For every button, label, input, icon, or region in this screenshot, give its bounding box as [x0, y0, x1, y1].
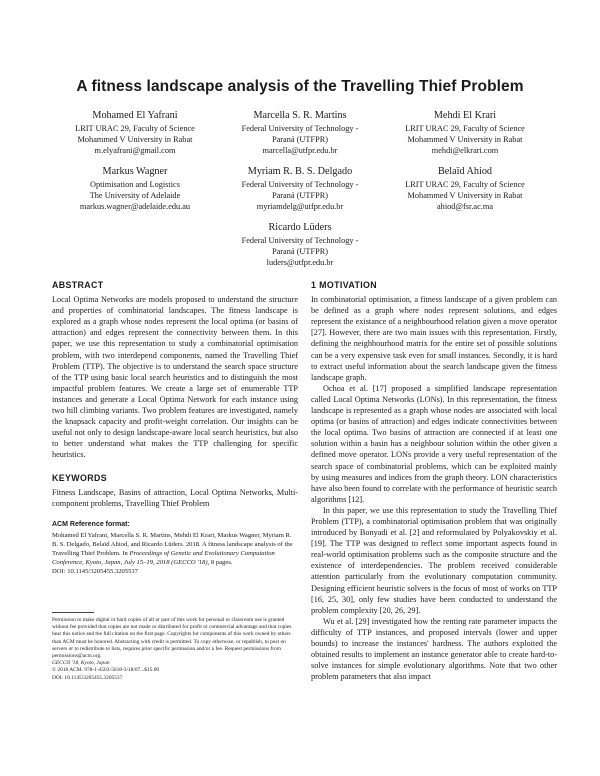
author-affiliation: Mohammed V University in Rabat: [407, 135, 523, 144]
author-affiliation: Paraná (UTFPR): [272, 247, 328, 256]
author-affiliation: Federal University of Technology -: [241, 180, 359, 189]
acm-reference: [52, 519, 298, 577]
paragraph: Wu et al. [29] investigated how the renting rate parameter impacts the difficulty of TTP instances, and proposed intervals (lower and upper bounds) to increase the instances' hardness. The authors exploited the obtained results to implement an instance generator able to create hard-to-solve instances for simple evolutionary algorithms. Note that two other problem parameters that also impact: [311, 616, 557, 682]
right-column: [311, 280, 557, 682]
author-block: [205, 221, 395, 268]
footnote-rule: [52, 612, 94, 613]
keywords-text: Fitness Landscape, Basins of attraction, Local Optima Networks, Multi-component problems, Travelling Thief Problem: [52, 487, 298, 508]
author-affiliation: Federal University of Technology -: [241, 236, 359, 245]
author-email: myriamdelg@utfpr.edu.br: [256, 202, 344, 211]
author-affiliation: Mohammed V University in Rabat: [77, 135, 193, 144]
author-affiliation: Mohammed V University in Rabat: [407, 191, 523, 200]
copyright-line: © 2018 ACM. 978-1-4503-5618-3/18/07...$15.00: [52, 667, 160, 674]
abstract-heading: ABSTRACT: [52, 280, 104, 290]
author-affiliation: Federal University of Technology -: [241, 124, 359, 133]
author-name: Marcella S. R. Martins: [253, 110, 347, 121]
reference-venue: Proceedings of Genetic and Evolutionary Computation Conference, Kyoto, Japan, July 15–19, 2018 (GECCO '18),: [52, 549, 275, 566]
author-affiliation: Optimisation and Logistics: [90, 180, 180, 189]
paragraph: In this paper, we use this representation to study the Travelling Thief Problem (TTP), a combinatorial optimisation problem that was originally introduced by Bonyadi et al. [2] and reformulated by Polyakovskiy et al. [19]. The TTP was designed to reflect some important aspects found in real-world optimisation problems such as the composite structure and the existence of interdependencies. The problem received considerable attention particularly from the evolutionary computation community. Designing efficient heuristic solvers is the focus of most of works on TTP [16, 25, 30], only few studies have been conducted to understand the problem complexity [20, 26, 29].: [311, 505, 557, 615]
copyright-footnote: [52, 617, 298, 682]
author-email: mehdi@elkrari.com: [431, 146, 499, 155]
author-block: [40, 165, 230, 212]
author-name: Mehdi El Krari: [433, 110, 497, 121]
author-block: [205, 165, 395, 212]
left-column: [52, 280, 298, 576]
author-block: [370, 109, 560, 156]
author-block: [205, 109, 395, 156]
permission-notice: Permission to make digital or hard copies of all or part of this work for personal or classroom use is granted without fee provided that copies are not made or distributed for profit or commercial advantage and that copies bear this notice and the full citation on the first page. Copyrights for components of this work owned by others than ACM must be honored. Abstracting with credit is permitted. To copy otherwise, or republish, to post on servers or to redistribute to lists, requires prior specific permission and/or a fee. Request permissions from permissions@acm.org.: [52, 617, 292, 660]
paper-title: A fitness landscape analysis of the Travelling Thief Problem: [76, 78, 524, 95]
reference-pages: 8 pages.: [209, 558, 233, 566]
author-affiliation: Paraná (UTFPR): [272, 191, 328, 200]
author-name: Myriam R. B. S. Delgado: [247, 166, 353, 177]
reference-text: Mohamed El Yafrani, Marcella S. R. Martins, Mehdi El Krari, Markus Wagner, Myriam R. B. S. Delgado, Belaïd Ahiod, and Ricardo Lüders. 2018. A fitness landscape analysis of the Travelling Thief Problem. In: [52, 531, 293, 557]
author-email: luders@utfpr.edu.br: [266, 258, 334, 267]
author-block: [370, 165, 560, 212]
section-heading-motivation: 1 MOTIVATION: [311, 280, 378, 290]
acm-reference-heading: ACM Reference format:: [52, 520, 130, 528]
author-name: Ricardo Lüders: [268, 222, 332, 233]
author-affiliation: LRIT URAC 29, Faculty of Science: [405, 180, 525, 189]
acm-reference-text: [52, 532, 298, 577]
reference-doi: DOI: 10.1145/3205455.3205537: [52, 567, 139, 575]
paragraph: Ochoa et al. [17] proposed a simplified landscape representation called Local Optima Networks (LONs). In this representation, the fitness landscape is represented as a graph whose nodes are associated with local optima (or basins of attraction) and edges indicate connectivities between the local optima. Two basins of attraction are connected if at least one solution within a basin has a neighbour solution within the other given a defined move operator. LONs provide a very useful representation of the search space of combinatorial problems, which can be exploited mainly by using measures and indices from the graph theory. LON characteristics have also been found to correlate with the performance of heuristic search algorithms [12].: [311, 383, 557, 504]
author-email: markus.wagner@adelaide.edu.au: [79, 202, 191, 211]
abstract-text: Local Optima Networks are models proposed to understand the structure and properties of combinatorial landscapes. The fitness landscape is explored as a graph whose nodes represent the local optima (or basins of attraction) and edges represent the connectivity between them. In this paper, we use this representation to study a combinatorial optimisation problem, with two interdepend components, named the Travelling Thief Problem (TTP). The objective is to understand the search space structure of the TTP using basic local search heuristics and to distinguish the most impactful problem features. We create a large set of enumerable TTP instances and generate a Local Optima Network for each instance using two hill climbing variants. Two problem features are investigated, namely the knapsack capacity and profit-weight correlation. Our insights can be useful not only to design landscape-aware local search heuristics, but also to better understand what makes the TTP challenging for specific heuristics.: [52, 295, 298, 460]
author-name: Belaïd Ahiod: [437, 166, 493, 177]
author-block: [40, 109, 230, 156]
author-email: marcella@utfpr.edu.br: [262, 146, 338, 155]
footnote-doi: DOI: 10.1145/3205455.3205537: [52, 674, 123, 681]
author-affiliation: The University of Adelaide: [89, 191, 181, 200]
paragraph: In combinatorial optimisation, a fitness landscape of a given problem can be defined as a graph where nodes represent solutions, and edges represent the existance of a neighbourhood relation given a move operator [27]. However, there are two main issues with this representation. Firstly, defining the neighbourhood matrix for the entire set of possible solutions can be a very expensive task even for small instances. Secondly, it is hard to extract useful information about the search landscape given the fitness landscape graph.: [311, 295, 557, 382]
author-email: ahiod@fsr.ac.ma: [436, 202, 494, 211]
venue-text: GECCO '18, Kyoto, Japan: [52, 660, 110, 667]
author-affiliation: LRIT URAC 29, Faculty of Science: [405, 124, 525, 133]
author-name: Markus Wagner: [102, 166, 168, 177]
author-affiliation: Paraná (UTFPR): [272, 135, 328, 144]
keywords-heading: KEYWORDS: [52, 472, 108, 483]
author-affiliation: LRIT URAC 29, Faculty of Science: [75, 124, 195, 133]
author-email: m.elyafrani@gmail.com: [94, 146, 176, 155]
author-name: Mohamed El Yafrani: [92, 110, 178, 121]
